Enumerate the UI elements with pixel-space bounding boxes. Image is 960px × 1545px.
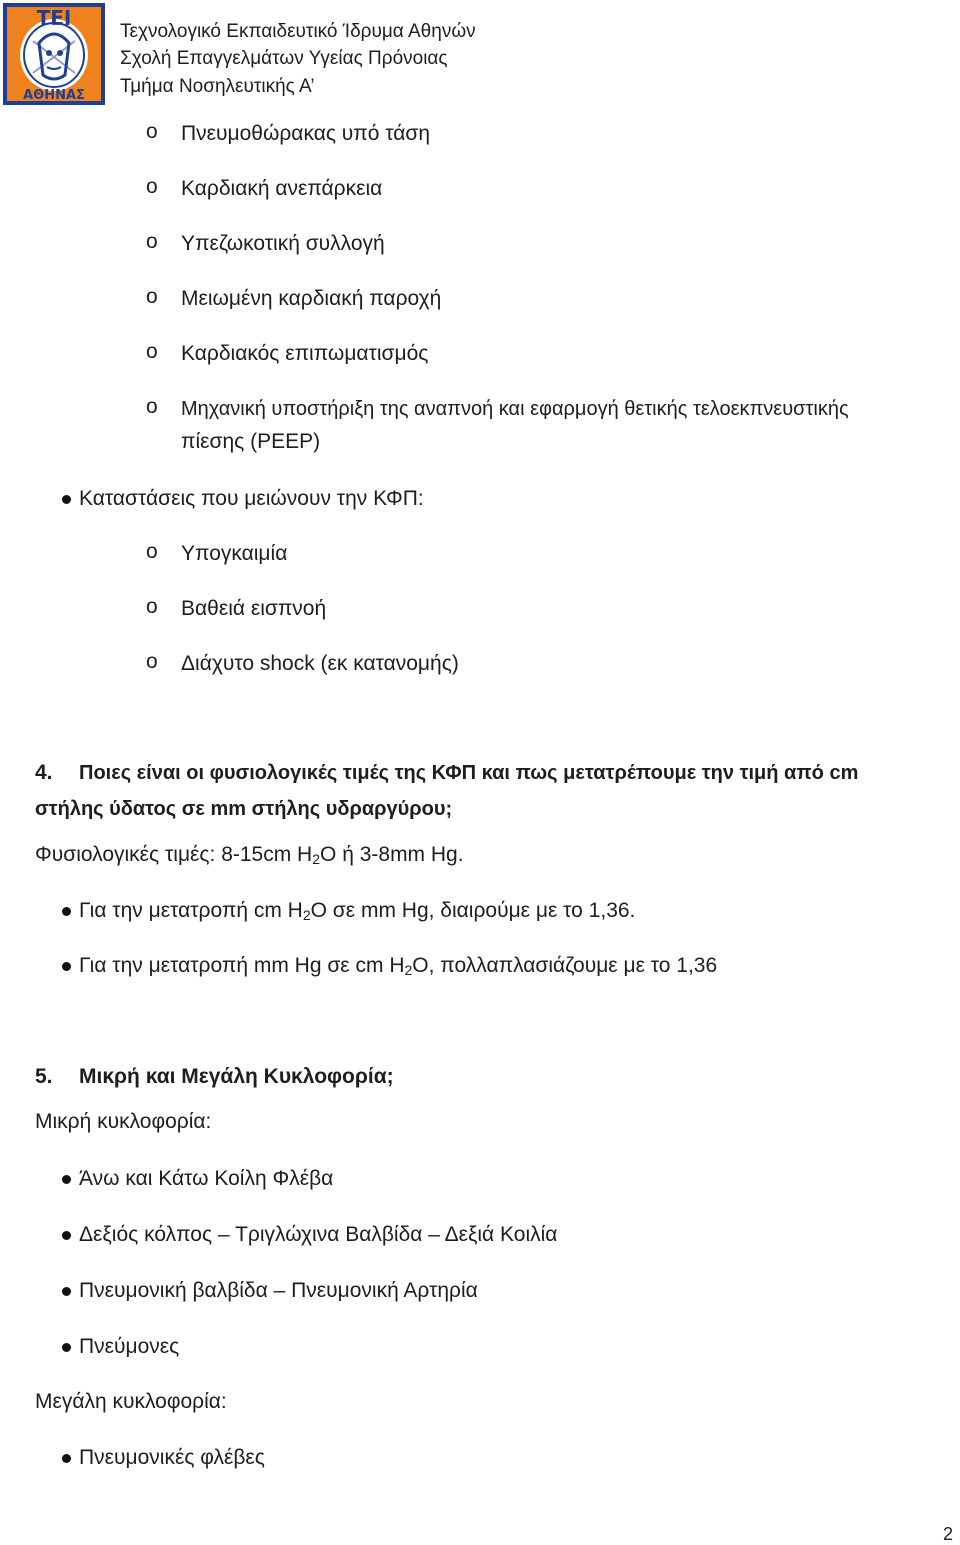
list-item: Δεξιός κόλπος – Τριγλώχινα Βαλβίδα – Δεξιά Κοιλία xyxy=(79,1223,558,1246)
list-item: Πνευμοθώρακας υπό τάση xyxy=(181,122,431,145)
large-circulation-label: Μεγάλη κυκλοφορία: xyxy=(35,1390,227,1413)
bullet-dot xyxy=(62,1454,71,1463)
circle-bullet: o xyxy=(146,340,158,363)
list-item: Βαθειά εισπνοή xyxy=(181,597,327,620)
circle-bullet: o xyxy=(146,175,158,198)
q5-number: 5. xyxy=(35,1065,53,1088)
q4-normal-values xyxy=(35,841,464,870)
list-item-continued: πίεσης (PEEP) xyxy=(181,430,321,453)
list-item: Υπεζωκοτική συλλογή xyxy=(181,232,385,255)
circle-bullet: o xyxy=(146,230,158,253)
q4-number: 4. xyxy=(35,761,53,784)
list-item: Καρδιακή ανεπάρκεια xyxy=(181,177,383,200)
text-part: O ή 3-8mm Hg. xyxy=(320,843,464,866)
circle-bullet: o xyxy=(146,650,158,673)
tei-athens-logo xyxy=(3,3,105,105)
page-number: 2 xyxy=(943,1524,954,1544)
q4-title-line2: στήλης ύδατος σε mm στήλης υδραργύρου; xyxy=(35,798,453,820)
list-item: Πνεύμονες xyxy=(79,1335,180,1358)
q5-title: Μικρή και Μεγάλη Κυκλοφορία; xyxy=(79,1065,394,1088)
list-item: Διάχυτο shock (εκ κατανομής) xyxy=(181,652,459,675)
header-school: Σχολή Επαγγελμάτων Υγείας Πρόνοιας xyxy=(120,48,448,69)
list-item: Μηχανική υποστήριξη της αναπνοή και εφαρμογή θετικής τελοεκπνευστικής xyxy=(181,398,849,420)
list-item: Πνευμονικές φλέβες xyxy=(79,1446,265,1469)
list-item: Μειωμένη καρδιακή παροχή xyxy=(181,287,442,310)
bullet-dot xyxy=(62,1287,71,1296)
list-item: Υπογκαιμία xyxy=(181,542,288,565)
text-part: Για την μετατροπή cm H xyxy=(79,899,303,922)
subscript: 2 xyxy=(312,851,321,867)
q4-conversion-1 xyxy=(79,897,635,926)
header-institution: Τεχνολογικό Εκπαιδευτικό Ίδρυμα Αθηνών xyxy=(120,21,476,42)
circle-bullet: o xyxy=(146,120,158,143)
subscript: 2 xyxy=(302,907,311,923)
text-part: Φυσιολογικές τιμές: 8-15cm H xyxy=(35,843,313,866)
list-item: Καρδιακός επιπωματισμός xyxy=(181,342,429,365)
circle-bullet: o xyxy=(146,285,158,308)
logo-bottom-text: ΑΘΗΝΑΣ xyxy=(23,88,85,103)
bullet-dot xyxy=(62,1231,71,1240)
logo-top-text: ΤΕΙ xyxy=(36,6,72,30)
text-part: O, πολλαπλασιάζουμε με το 1,36 xyxy=(412,954,718,977)
header-department: Τμήμα Νοσηλευτικής Α’ xyxy=(120,76,315,97)
text-part: O σε mm Hg, διαιρούμε με το 1,36. xyxy=(310,899,636,922)
bullet-dot xyxy=(62,907,71,916)
subscript: 2 xyxy=(404,962,413,978)
list-item: Άνω και Κάτω Κοίλη Φλέβα xyxy=(79,1167,334,1190)
q4-conversion-2 xyxy=(79,952,717,981)
q4-title-line1: Ποιες είναι οι φυσιολογικές τιμές της ΚΦΠ και πως μετατρέπουμε την τιμή από cm xyxy=(79,762,859,784)
circle-bullet: o xyxy=(146,395,158,418)
bullet-dot xyxy=(62,1343,71,1352)
decrease-heading: Καταστάσεις που μειώνουν την ΚΦΠ: xyxy=(79,487,424,510)
text-part: Για την μετατροπή mm Hg σε cm H xyxy=(79,954,405,977)
bullet-dot xyxy=(62,962,71,971)
bullet-dot xyxy=(62,1175,71,1184)
circle-bullet: o xyxy=(146,540,158,563)
list-item: Πνευμονική βαλβίδα – Πνευμονική Αρτηρία xyxy=(79,1279,478,1302)
bullet-dot xyxy=(62,495,71,504)
circle-bullet: o xyxy=(146,595,158,618)
small-circulation-label: Μικρή κυκλοφορία: xyxy=(35,1110,212,1133)
